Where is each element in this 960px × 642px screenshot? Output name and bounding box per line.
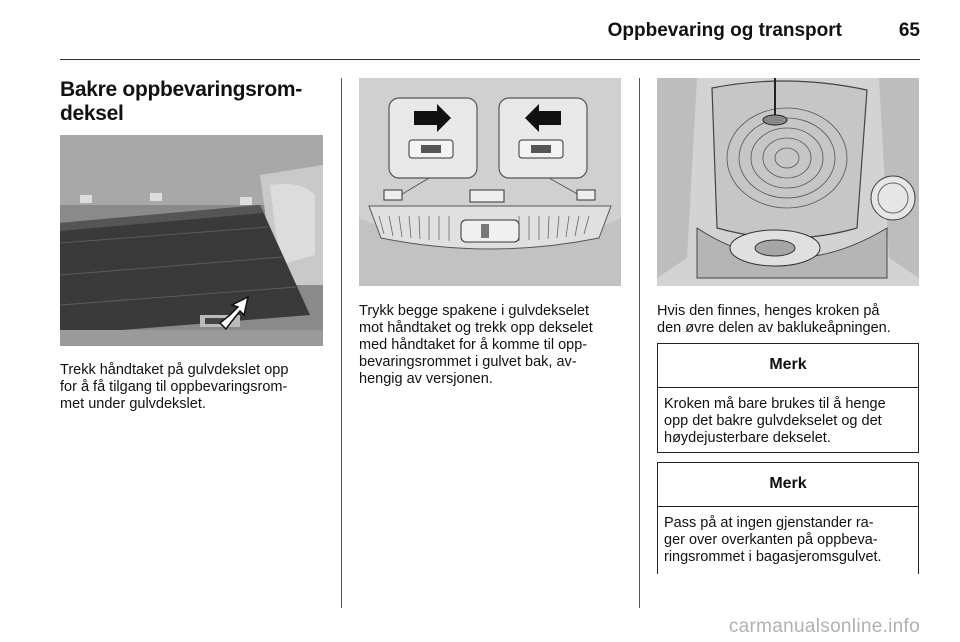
- text-line: Kroken må bare brukes til å henge: [664, 396, 886, 412]
- section-heading-line: Bakre oppbevaringsrom-: [60, 78, 302, 101]
- column-divider: [639, 78, 640, 608]
- note-body: [658, 388, 918, 447]
- note-box: [657, 343, 919, 453]
- text-line: med håndtaket for å komme til opp-: [359, 337, 588, 353]
- col1-paragraph: [60, 362, 330, 413]
- running-header-title: Oppbevaring og transport: [607, 20, 842, 41]
- text-line: hengig av versjonen.: [359, 371, 493, 387]
- cargo-floor-cover-illustration: [60, 135, 323, 346]
- watermark: carmanualsonline.info: [728, 616, 920, 637]
- page-number: 65: [898, 20, 920, 41]
- section-heading: [60, 78, 330, 126]
- col2-paragraph: [359, 303, 629, 388]
- text-line: ringsrommet i bagasjeromsgulvet.: [664, 549, 882, 565]
- text-line: Trykk begge spakene i gulvdekselet: [359, 303, 589, 319]
- text-line: den øvre delen av baklukeåpningen.: [657, 320, 891, 336]
- text-line: Pass på at ingen gjenstander ra-: [664, 515, 874, 531]
- section-heading-line: deksel: [60, 102, 124, 125]
- text-line: bevaringsrommet i gulvet bak, av-: [359, 354, 577, 370]
- floor-cover-levers-illustration: [359, 78, 621, 286]
- col3-paragraph: [657, 303, 927, 337]
- text-line: mot håndtaket og trekk opp dekselet: [359, 320, 593, 336]
- text-line: ger over overkanten på oppbeva-: [664, 532, 878, 548]
- note-title: Merk: [658, 344, 918, 388]
- text-line: opp det bakre gulvdekselet og det: [664, 413, 882, 429]
- text-line: høydejusterbare dekselet.: [664, 430, 831, 446]
- text-line: met under gulvdekslet.: [60, 396, 206, 412]
- column-divider: [341, 78, 342, 608]
- header-divider: [60, 59, 920, 60]
- text-line: Trekk håndtaket på gulvdekslet opp: [60, 362, 289, 378]
- text-line: for å få tilgang til oppbevaringsrom-: [60, 379, 288, 395]
- text-line: Hvis den finnes, henges kroken på: [657, 303, 880, 319]
- note-body: [658, 507, 918, 566]
- note-box: [657, 462, 919, 574]
- note-title: Merk: [658, 463, 918, 507]
- hook-hanging-illustration: [657, 78, 919, 286]
